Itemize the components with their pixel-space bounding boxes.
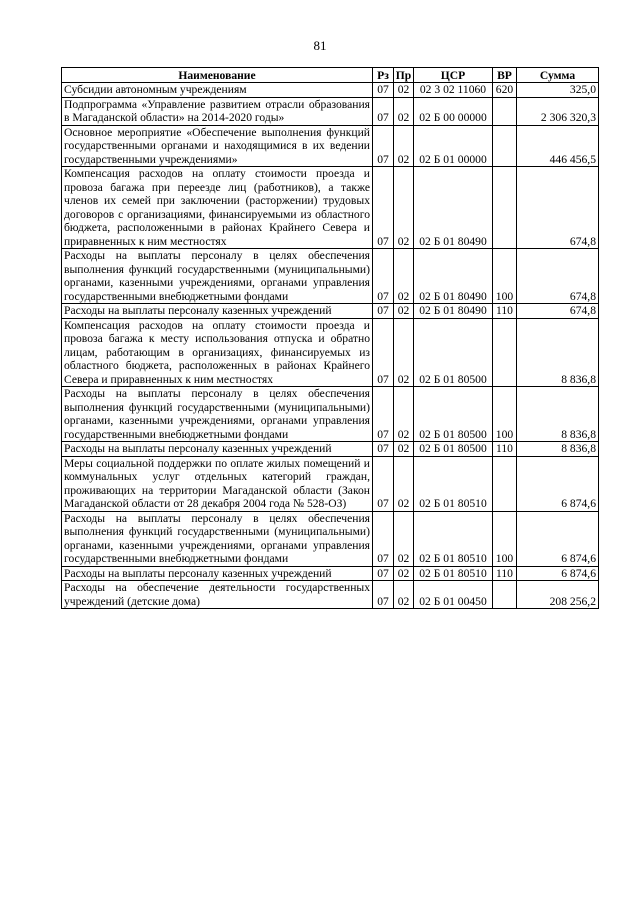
table-row (62, 318, 599, 387)
table-row (62, 511, 599, 566)
cell-pr: 02 (394, 566, 414, 581)
cell-pr: 02 (394, 581, 414, 609)
table-row (62, 442, 599, 457)
cell-name: Расходы на выплаты персоналу казенных учреждений (62, 304, 373, 319)
cell-rz: 07 (373, 318, 394, 387)
cell-sum: 2 306 320,3 (517, 97, 599, 125)
cell-sum: 6 874,6 (517, 456, 599, 511)
cell-sum: 6 874,6 (517, 511, 599, 566)
cell-vr (493, 318, 517, 387)
cell-pr: 02 (394, 318, 414, 387)
cell-csr: 02 Б 01 80500 (414, 318, 493, 387)
cell-pr: 02 (394, 387, 414, 442)
table-body (62, 83, 599, 609)
cell-rz: 07 (373, 83, 394, 98)
cell-name: Расходы на выплаты персоналу в целях обеспечения выполнения функций государственными (муниципальными) органами, казенными учреждениями, органами управления государственными внебюджетными фондами (62, 249, 373, 304)
table-row (62, 83, 599, 98)
cell-csr: 02 Б 01 80510 (414, 511, 493, 566)
table-row (62, 581, 599, 609)
cell-vr (493, 456, 517, 511)
cell-vr (493, 125, 517, 167)
cell-sum: 674,8 (517, 304, 599, 319)
cell-pr: 02 (394, 83, 414, 98)
cell-name: Расходы на выплаты персоналу казенных учреждений (62, 566, 373, 581)
cell-rz: 07 (373, 511, 394, 566)
cell-pr: 02 (394, 125, 414, 167)
cell-csr: 02 3 02 11060 (414, 83, 493, 98)
table-row (62, 387, 599, 442)
header-vr: ВР (493, 68, 517, 83)
cell-rz: 07 (373, 304, 394, 319)
cell-rz: 07 (373, 566, 394, 581)
table-row (62, 167, 599, 249)
page-number: 81 (313, 38, 327, 53)
cell-csr: 02 Б 01 00450 (414, 581, 493, 609)
cell-csr: 02 Б 01 00000 (414, 125, 493, 167)
cell-rz: 07 (373, 581, 394, 609)
cell-vr (493, 97, 517, 125)
cell-sum: 674,8 (517, 249, 599, 304)
header-name: Наименование (62, 68, 373, 83)
cell-rz: 07 (373, 442, 394, 457)
cell-rz: 07 (373, 97, 394, 125)
cell-pr: 02 (394, 442, 414, 457)
cell-sum: 674,8 (517, 167, 599, 249)
cell-rz: 07 (373, 456, 394, 511)
cell-csr: 02 Б 00 00000 (414, 97, 493, 125)
table-row (62, 304, 599, 319)
cell-name: Основное мероприятие «Обеспечение выполнения функций государственными органами и находящимися в их ведении государственными учреждениями» (62, 125, 373, 167)
cell-pr: 02 (394, 249, 414, 304)
cell-name: Компенсация расходов на оплату стоимости проезда и провоза багажа к месту использования отпуска и обратно лицам, работающим в организациях, финансируемых из областного бюджета, расположенных в районах Крайнего Севера и приравненных к ним местностях (62, 318, 373, 387)
cell-pr: 02 (394, 167, 414, 249)
cell-pr: 02 (394, 456, 414, 511)
table-header-row (62, 68, 599, 83)
header-sum: Сумма (517, 68, 599, 83)
cell-pr: 02 (394, 511, 414, 566)
cell-vr (493, 167, 517, 249)
cell-sum: 8 836,8 (517, 387, 599, 442)
table-row (62, 566, 599, 581)
cell-csr: 02 Б 01 80490 (414, 304, 493, 319)
table-row (62, 97, 599, 125)
cell-vr: 620 (493, 83, 517, 98)
table-row (62, 456, 599, 511)
cell-sum: 6 874,6 (517, 566, 599, 581)
header-rz: Рз (373, 68, 394, 83)
cell-vr: 110 (493, 566, 517, 581)
cell-name: Расходы на обеспечение деятельности государственных учреждений (детские дома) (62, 581, 373, 609)
cell-vr: 110 (493, 304, 517, 319)
cell-csr: 02 Б 01 80510 (414, 456, 493, 511)
cell-csr: 02 Б 01 80500 (414, 387, 493, 442)
cell-sum: 8 836,8 (517, 442, 599, 457)
cell-sum: 208 256,2 (517, 581, 599, 609)
cell-vr: 110 (493, 442, 517, 457)
cell-sum: 8 836,8 (517, 318, 599, 387)
cell-name: Подпрограмма «Управление развитием отрасли образования в Магаданской области» на 2014-2020 годы» (62, 97, 373, 125)
cell-sum: 446 456,5 (517, 125, 599, 167)
cell-rz: 07 (373, 125, 394, 167)
cell-csr: 02 Б 01 80490 (414, 249, 493, 304)
cell-sum: 325,0 (517, 83, 599, 98)
cell-name: Расходы на выплаты персоналу в целях обеспечения выполнения функций государственными (муниципальными) органами, казенными учреждениями, органами управления государственными внебюджетными фондами (62, 387, 373, 442)
cell-csr: 02 Б 01 80500 (414, 442, 493, 457)
cell-vr: 100 (493, 511, 517, 566)
header-csr: ЦСР (414, 68, 493, 83)
cell-pr: 02 (394, 304, 414, 319)
cell-name: Расходы на выплаты персоналу казенных учреждений (62, 442, 373, 457)
cell-vr: 100 (493, 249, 517, 304)
cell-vr: 100 (493, 387, 517, 442)
table-row (62, 249, 599, 304)
cell-name: Субсидии автономным учреждениям (62, 83, 373, 98)
cell-name: Компенсация расходов на оплату стоимости проезда и провоза багажа при переезде лиц (работников), а также членов их семей при заключении (расторжении) трудовых договоров с организациями, финансируемыми из областного бюджета, расположенными в районах Крайнего Севера и приравненных к ним местностях (62, 167, 373, 249)
cell-rz: 07 (373, 387, 394, 442)
budget-table (61, 67, 599, 609)
cell-rz: 07 (373, 167, 394, 249)
cell-csr: 02 Б 01 80490 (414, 167, 493, 249)
header-pr: Пр (394, 68, 414, 83)
cell-pr: 02 (394, 97, 414, 125)
cell-vr (493, 581, 517, 609)
cell-name: Расходы на выплаты персоналу в целях обеспечения выполнения функций государственными (муниципальными) органами, казенными учреждениями, органами управления государственными внебюджетными фондами (62, 511, 373, 566)
table-row (62, 125, 599, 167)
cell-csr: 02 Б 01 80510 (414, 566, 493, 581)
cell-rz: 07 (373, 249, 394, 304)
cell-name: Меры социальной поддержки по оплате жилых помещений и коммунальных услуг отдельных категорий граждан, проживающих на территории Магаданской области (Закон Магаданской области от 28 декабря 2004 года № 528-ОЗ) (62, 456, 373, 511)
